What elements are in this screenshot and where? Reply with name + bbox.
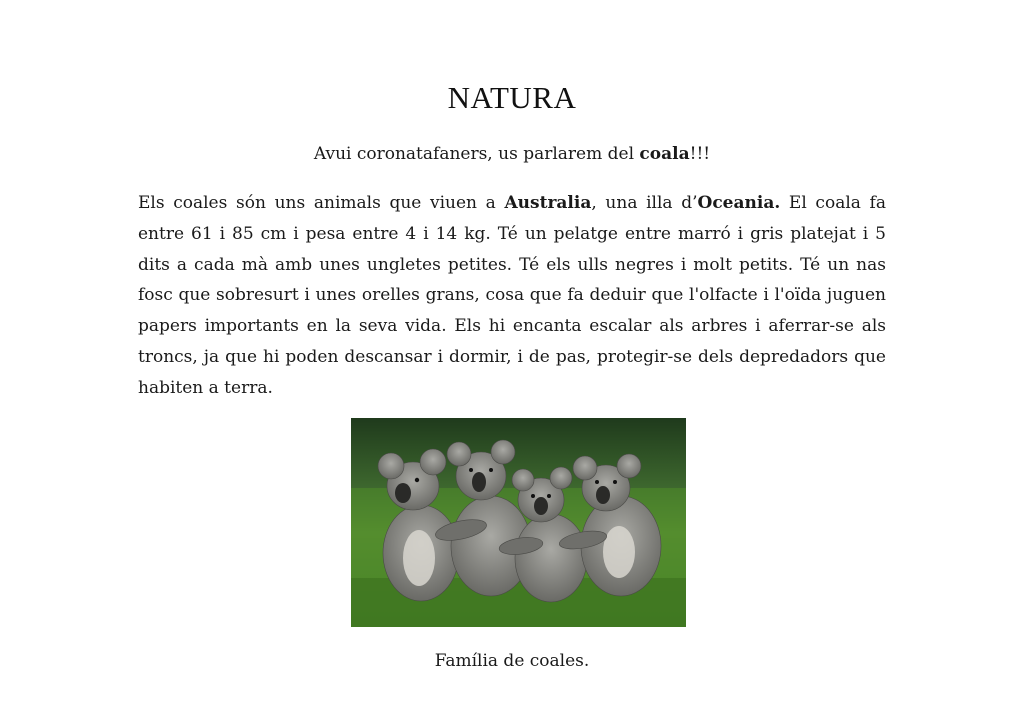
intro-text: Avui coronatafaners, us parlarem del [313, 144, 640, 164]
koala-photo-illustration [351, 418, 686, 627]
paragraph-text-2: , una illa d’ [591, 193, 698, 213]
paragraph-bold-oceania: Oceania. [697, 193, 781, 213]
paragraph-text-3: El coala fa entre 61 i 85 cm i pesa entre 4 i 14 kg. Té un pelatge entre marró i gris platejat i 5 dits a cada mà amb unes ungletes petites. Té els ulls negres i molt petits. Té un nas fosc que sobresurt i unes orelles grans, cosa que fa deduir que l'olfacte i l'oïda juguen papers importants en la seva vida. Els hi encanta escalar als arbres i aferrar-se als troncs, ja que hi poden descansar i dormir, i de pas, protegir-se dels depredadors que habiten a terra. [138, 193, 886, 398]
paragraph-bold-australia: Australia [504, 193, 592, 213]
koala-family-photo [351, 418, 686, 627]
intro-bold-word: coala [639, 144, 690, 164]
paragraph-text-1: Els coales són uns animals que viuen a [138, 193, 505, 213]
intro-line [0, 144, 1024, 164]
body-paragraph [138, 188, 886, 404]
page-title: NATURA [447, 80, 577, 115]
intro-exclamation: !!! [689, 144, 711, 164]
photo-caption: Família de coales. [434, 651, 590, 671]
